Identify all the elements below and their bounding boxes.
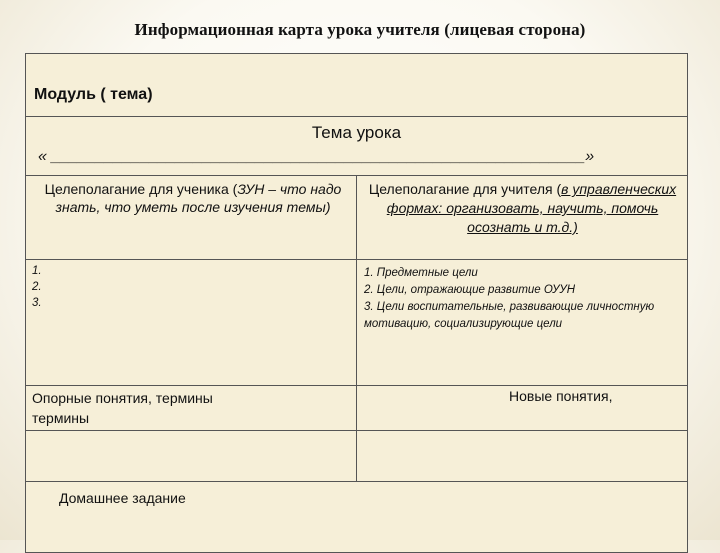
homework-label: Домашнее задание (59, 490, 186, 506)
teacher-goals-heading: Целеполагание для учителя (в управленческих формах: организовать, научить, помочь осознать и т.д.) (368, 181, 677, 235)
list-item: 2. (32, 281, 42, 293)
list-item: 1. Предметные цели (364, 267, 478, 279)
list-item: 1. (32, 265, 42, 277)
lesson-topic-label: Тема урока (311, 123, 402, 142)
module-label: Модуль ( тема) (34, 86, 153, 103)
basic-concepts-label: Опорные понятия, термины термины (32, 390, 213, 426)
list-item: 3. (32, 297, 42, 309)
student-goals-heading: Целеполагание для ученика (ЗУН – что надо знать, что уметь после изучения темы) (44, 181, 342, 215)
new-concepts-label: Новые понятия, (509, 388, 613, 404)
column-divider (356, 175, 357, 481)
list-item: 2. Цели, отражающие развитие ОУУН (364, 284, 576, 296)
student-goals-list (32, 263, 42, 311)
lesson-info-card (25, 53, 688, 553)
divider-concepts-blank (26, 481, 687, 482)
page-title: Информационная карта урока учителя (лицевая сторона) (134, 20, 586, 39)
list-item: 3. Цели воспитательные, развивающие личностную мотивацию, социализирующие цели (364, 301, 655, 330)
divider-module (26, 116, 687, 117)
lesson-topic-blank: « ____________________________________________________________» (38, 148, 595, 165)
teacher-goals-list (364, 265, 660, 333)
